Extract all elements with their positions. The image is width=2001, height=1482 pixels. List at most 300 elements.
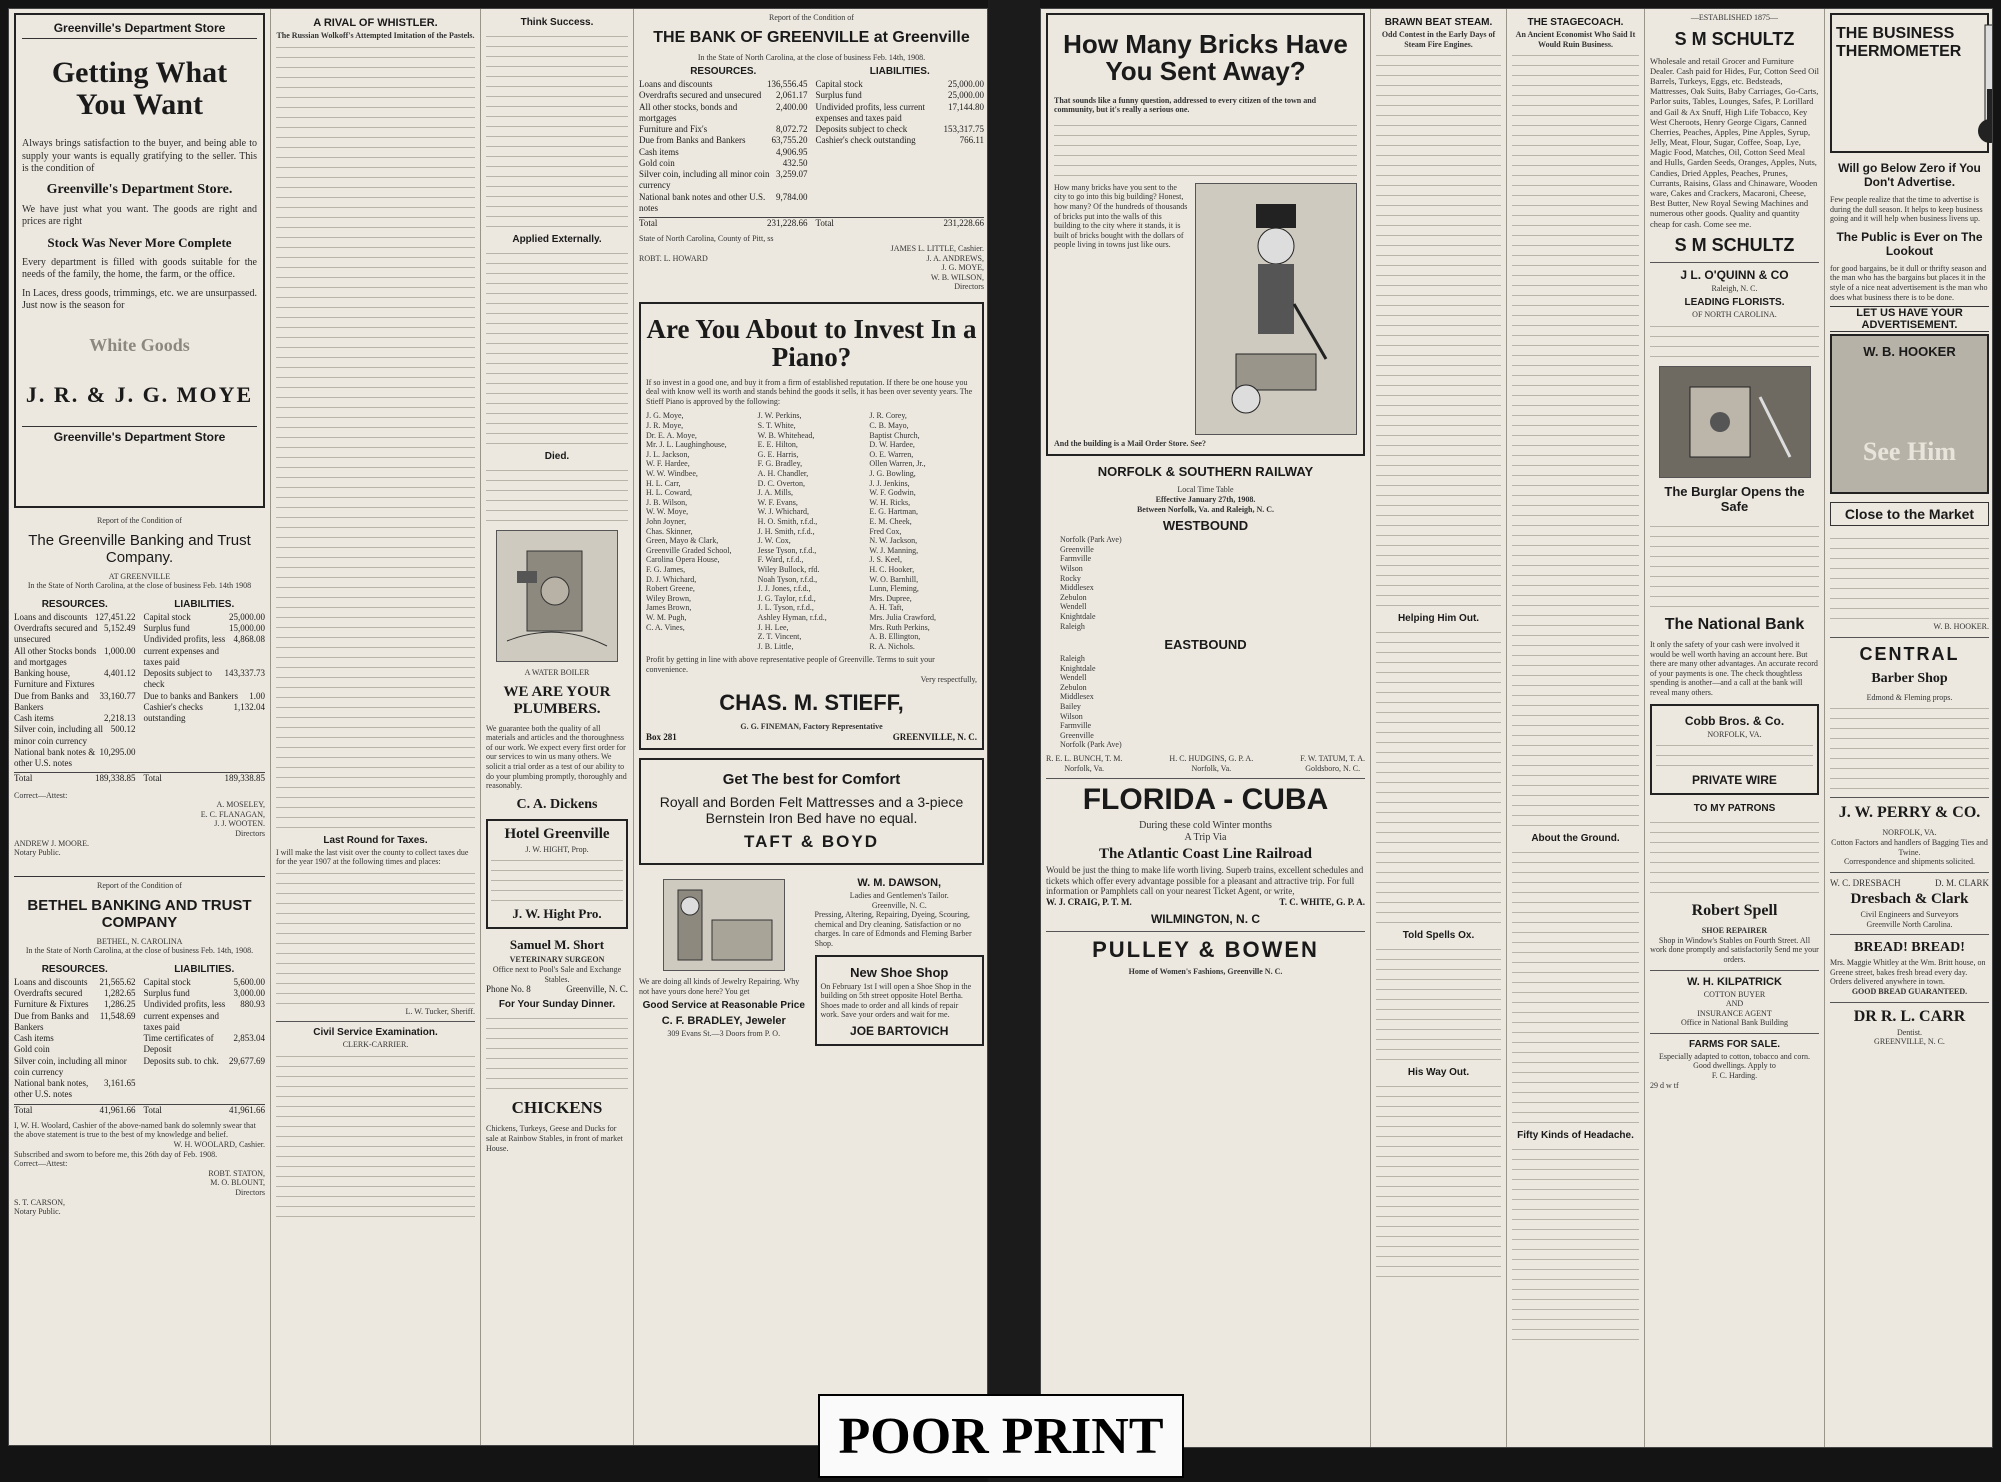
tailor-city: Greenville, N. C.: [871, 900, 927, 910]
ledger-item: Due from Banks and Bankers: [14, 690, 89, 712]
tax-notice: I will make the last visit over the county to collect taxes due for the year 1907 at the following times and places:: [276, 847, 469, 867]
illegible-story-text: [276, 41, 475, 831]
dresbach-partner-2: D. M. CLARK: [1934, 877, 1989, 888]
illegible-text: [1656, 739, 1813, 769]
list-item: W. M. Pugh,: [646, 612, 687, 622]
carr-name: DR R. L. CARR: [1853, 1007, 1966, 1025]
ledger-item: Cashier's checks outstanding: [143, 701, 203, 724]
ledger-amount: 25,000.00: [948, 90, 984, 101]
ledger-item: Deposits subject to check: [143, 668, 212, 690]
list-item: Knightdale: [1060, 663, 1096, 673]
list-item: Greenville: [1060, 730, 1094, 740]
list-item: J. L. Jackson,: [646, 449, 690, 459]
ledger-row: [816, 90, 985, 101]
list-item: Robert Greene,: [646, 584, 695, 594]
westbound-station-list: [1046, 535, 1365, 631]
illegible-text: [1830, 702, 1989, 792]
illegible-text: [1650, 816, 1819, 896]
ledger-amount: 8,072.72: [776, 124, 808, 135]
railway-subtitle: Local Time Table: [1177, 485, 1234, 495]
ledger-row: [14, 999, 136, 1010]
list-item: Dr. E. A. Moye,: [646, 430, 697, 440]
list-item: W. J. Whichard,: [757, 507, 809, 517]
chickens-headline: CHICKENS: [511, 1098, 603, 1118]
moye-department-store-ad: [14, 13, 265, 508]
public-body: for good bargains, be it dull or thrifty season and the man who has the bargains but places it in the style of a nice neat advertisement is the man who does what business there is to be done.: [1830, 263, 1988, 302]
subscribed-line: Subscribed and sworn to before me, this 26th day of Feb. 1908.: [14, 1149, 218, 1159]
ledger-amount: 63,755.20: [771, 135, 808, 146]
list-item: Ollen Warren, Jr.,: [869, 459, 926, 469]
bricks-ad: [1046, 13, 1365, 456]
list-item: Norfolk (Park Ave): [1060, 535, 1122, 545]
bricks-body-2: How many bricks have you sent to the city to go into this big building? Honest, how many? Of the hundreds of thousands of bricks put into the walls of this building to the city where it stands, it is built of bricks bought with the dollars of people living in towns just like ours.: [1054, 182, 1188, 250]
resources-list: [14, 595, 136, 770]
list-item: J. G. MOYE,: [941, 263, 984, 273]
market-headline: Close to the Market: [1830, 502, 1989, 526]
burglar-safe-illustration: [1659, 366, 1811, 478]
shoe-headline: New Shoe Shop: [850, 964, 949, 980]
list-item: M. O. BLOUNT,: [210, 1178, 265, 1188]
ledger-amount: 2,218.13: [104, 713, 136, 724]
report-location: AT GREENVILLE: [108, 571, 171, 581]
quinn-title: LEADING FLORISTS.: [1684, 297, 1785, 309]
right-column-4: [1645, 9, 1825, 1447]
florida-cuba-ad: [1046, 784, 1365, 926]
quinn-city: Raleigh, N. C.: [1711, 283, 1758, 293]
list-item: D. C. Overton,: [757, 478, 805, 488]
list-item: Knightdale: [1060, 611, 1096, 621]
ledger-row: [816, 124, 985, 135]
ledger-amount: 10,295.00: [99, 746, 136, 757]
ledger-amount: 4,906.95: [776, 146, 808, 157]
burglar-headline: The Burglar Opens the Safe: [1664, 483, 1805, 514]
ledger-row: [14, 623, 136, 646]
hooker-ad: [1830, 334, 1989, 494]
list-item: H. L. Coward,: [646, 488, 692, 498]
story-subtitle: The Russian Wolkoff's Attempted Imitation of the Pastels.: [276, 31, 475, 40]
ledger-item: Furniture and Fix's: [639, 124, 708, 135]
bethel-banking-report: [14, 876, 265, 1217]
farms-title: FARMS FOR SALE.: [1688, 1038, 1781, 1050]
report-state-line: In the State of North Carolina, at the close of business Feb. 14th, 1908.: [25, 946, 254, 956]
list-item: J. R. Moye,: [646, 421, 684, 431]
list-item: A. B. Ellington,: [869, 632, 921, 642]
list-item: Zebulon: [1060, 682, 1087, 692]
list-item: F. Ward, r.f.d.,: [757, 555, 804, 565]
list-item: John Joyner,: [646, 517, 687, 526]
public-headline: The Public is Ever on The Lookout: [1836, 229, 1983, 258]
piano-close-2: Very respectfully,: [920, 674, 977, 684]
total-label: Total: [815, 218, 834, 229]
water-boiler-illustration: [496, 530, 618, 662]
farms-date: 29 d w tf: [1650, 1080, 1679, 1090]
right-column-1: [1041, 9, 1371, 1447]
list-item: W. F. Evans,: [757, 497, 798, 507]
total-label: Total: [14, 773, 33, 784]
bank-kicker: Report of the Condition of: [769, 13, 854, 22]
headache-title: Fifty Kinds of Headache.: [1517, 1130, 1634, 1142]
bread-guarantee: GOOD BREAD GUARANTEED.: [1851, 986, 1968, 996]
ledger-amount: 5,600.00: [233, 976, 265, 987]
list-item: Mr. J. L. Laughinghouse,: [646, 440, 727, 450]
illegible-text: [1512, 49, 1639, 829]
list-item: G. E. Harris,: [757, 449, 799, 459]
illegible-text: [1376, 626, 1501, 926]
chickens-body: Chickens, Turkeys, Geese and Ducks for sale at Rainbow Stables, in front of market House.: [486, 1124, 623, 1153]
report-state-line: In the State of North Carolina, at the close of business Feb. 14th 1908: [27, 581, 252, 591]
ledger-amount: 1,000.00: [104, 645, 136, 656]
total-liabilities: 231,228.66: [943, 218, 984, 229]
railway-officials: [1046, 754, 1365, 773]
list-item: Mrs. Julia Crawford,: [869, 612, 936, 622]
list-item: J. H. Lee,: [757, 622, 789, 632]
list-item: Greenville: [1060, 544, 1094, 554]
list-item: A. MOSELEY,: [216, 800, 265, 810]
illegible-text: [1376, 49, 1501, 609]
notary-title: Notary Public.: [14, 848, 61, 858]
kilpatrick-title-1: COTTON BUYER: [1703, 989, 1766, 999]
list-item: Raleigh: [1060, 654, 1085, 664]
illegible-tax-schedule: [276, 867, 475, 1007]
cashier-oath: I, W. H. Woolard, Cashier of the above-named bank do solemnly swear that the above statement is true to the best of my knowledge and belief.: [14, 1120, 256, 1140]
list-item: J. L. Tyson, r.f.d.,: [757, 603, 814, 613]
list-item: Wilson: [1060, 711, 1083, 721]
total-liabilities: 41,961.66: [229, 1104, 265, 1115]
official-city: Goldsboro, N. C.: [1305, 763, 1361, 773]
total-liabilities: 189,338.85: [224, 773, 265, 784]
list-item: Fred Cox,: [869, 526, 902, 536]
piano-lead: If so invest in a good one, and buy it from a firm of established reputation. If there be one house you deal with know well its worth and stands behind the goods it sells, it has been over seventy years. The Stieff Piano is approved by the following:: [646, 377, 973, 406]
private-wire: PRIVATE WIRE: [1692, 773, 1777, 788]
farms-body: Especially adapted to cotton, tobacco and corn. Good dwellings. Apply to: [1658, 1051, 1811, 1071]
railway-effective: Effective January 27th, 1908.: [1155, 494, 1256, 504]
official-city: Norfolk, Va.: [1191, 763, 1232, 773]
liabilities-heading: LIABILITIES.: [174, 963, 235, 975]
hotel-proprietor: J. W. HIGHT, Prop.: [525, 844, 589, 854]
ledger-row: [639, 169, 808, 192]
list-item: R. A. Nichols.: [869, 641, 915, 651]
stieff-rep: G. G. FINEMAN, Factory Representative: [740, 722, 883, 732]
list-item: Wendell: [1060, 673, 1087, 683]
thermometer-illustration: [1965, 19, 1993, 147]
plumbers-firm: C. A. Dickens: [516, 796, 598, 812]
ledger-item: Cashier's check outstanding: [815, 135, 916, 146]
florida-railroad: The Atlantic Coast Line Railroad: [1098, 845, 1313, 862]
liabilities-list: [144, 960, 266, 1101]
piano-close: Profit by getting in line with above representative people of Greenville. Terms to suit your convenience.: [646, 655, 935, 674]
vet-name: Samuel M. Short: [509, 937, 605, 953]
railway-timetable: [1046, 464, 1365, 773]
list-item: E. C. FLANAGAN,: [200, 809, 265, 819]
railway-official: [1046, 754, 1122, 773]
notary-name: S. T. CARSON,: [14, 1197, 66, 1207]
list-item: F. G. James,: [646, 564, 686, 574]
list-item: James Brown,: [646, 603, 692, 613]
page-gutter: [988, 0, 1040, 1482]
list-item: Wilson: [1060, 563, 1083, 573]
report-bank-name: BETHEL BANKING AND TRUST COMPANY: [27, 896, 252, 931]
illegible-text: [1650, 520, 1819, 610]
ledger-amount: 500.12: [110, 724, 136, 735]
attest-label: Correct—Attest:: [14, 790, 68, 800]
list-item: W. J. Manning,: [869, 545, 919, 555]
ledger-item: Undivided profits, less current expenses and taxes paid: [143, 999, 226, 1032]
liabilities-heading: LIABILITIES.: [174, 598, 235, 610]
bread-headline: BREAD! BREAD!: [1854, 940, 1965, 956]
stieff-city: GREENVILLE, N. C.: [892, 731, 977, 742]
ad-body-3: In Laces, dress goods, trimmings, etc. we are unsurpassed. Just now is the season for: [22, 287, 257, 311]
quinn-name: J L. O'QUINN & CO: [1680, 267, 1789, 282]
shoe-shop-ad: [815, 955, 985, 1046]
ledger-item: Silver coin, including all minor coin currency: [14, 724, 103, 746]
illegible-text: [1512, 846, 1639, 1126]
hotel-signature: J. W. Hight Pro.: [512, 906, 602, 922]
ledger-row: [144, 623, 266, 634]
eastbound-station-list: [1046, 654, 1365, 750]
oath-state: State of North Carolina, County of Pitt, ss: [639, 234, 774, 244]
ledger-item: Surplus fund: [143, 988, 190, 999]
ledger-amount: 1,132.04: [233, 701, 265, 712]
vet-city: Greenville, N. C.: [566, 984, 628, 995]
barber-subtitle: Barber Shop: [1871, 670, 1948, 686]
official-city: Norfolk, Va.: [1064, 763, 1104, 773]
ledger-row: [14, 724, 136, 747]
perry-body: Cotton Factors and handlers of Bagging Ties and Twine.: [1831, 837, 1988, 857]
list-item: E. E. Hilton,: [757, 440, 798, 450]
pulley-bowen-name: PULLEY & BOWEN: [1092, 937, 1319, 963]
ledger-row: [816, 79, 985, 90]
list-item: A. H. Taft,: [869, 603, 904, 613]
spell-title: SHOE REPAIRER: [1701, 926, 1768, 936]
list-item: Bailey: [1060, 702, 1081, 712]
ledger-item: Banking house, Furniture and Fixtures: [14, 668, 95, 690]
resources-heading: RESOURCES.: [41, 598, 108, 610]
ledger-item: Furniture & Fixtures: [14, 999, 89, 1010]
ledger-item: Loans and discounts: [639, 79, 713, 90]
endorser-list: [646, 411, 754, 651]
list-item: W. W. Moye,: [646, 507, 689, 517]
ledger-amount: 4,868.08: [233, 634, 265, 645]
ledger-row: [639, 135, 808, 146]
ledger-amount: 766.11: [959, 135, 984, 146]
ledger-row: [639, 102, 808, 125]
schultz-body: Wholesale and retail Grocer and Furniture Dealer. Cash paid for Hides, Fur, Cotton Seed Oil Barrels, Turkeys, Eggs, etc. Bedsteads, Mattresses, Oak Suits, Baby Carriages, Go-Carts, Parlor suits, Tables, Lounges, Safes, P. Lorillard and Gail & Ax Snuff, High Life Tobacco, Key West Cheroots, Henry George Cigars, Canned Cherries, Peaches, Apples, Pine Apples, Syrup, Jelly, Meat, Flour, Sugar, Coffee, Soap, Lye, Magic Food, Matches, Oil, Cotton Seed Meal and Hulls, Garden Seeds, Oranges, Apples, Nuts, Candies, Dried Apples, Peaches, Prunes, Currants, Raisins, Glass and Chinaware, Wooden ware, Cakes and Crackers, Macaroni, Cheese, Best Butter, New Royal Sewing Machines and numerous other goods. Quality and quantity cheap for cash. Come see me.: [1650, 55, 1819, 229]
ledger-row: [639, 79, 808, 90]
schultz-name: S M SCHULTZ: [1674, 28, 1795, 49]
list-item: Zebulon: [1060, 592, 1087, 602]
kilpatrick-office: Office in National Bank Building: [1681, 1018, 1788, 1028]
jeweler-address: 309 Evans St.—3 Doors from P. O.: [667, 1029, 781, 1039]
eastbound-heading: EASTBOUND: [1164, 637, 1247, 653]
official-name: H. C. HUDGINS, G. P. A.: [1169, 754, 1254, 764]
applied-externally-title: Applied Externally.: [512, 234, 602, 245]
left-column-3: [481, 9, 634, 1445]
florida-city: WILMINGTON, N. C: [1150, 912, 1261, 927]
directors-label: Directors: [954, 282, 984, 292]
national-bank-body: It only the safety of your cash were involved it would be well worth having an account here. But there are many other advantages. An accurate record of your payments is one. The check thoughtless spending is another—and a call at the bank will reveal many others.: [1650, 639, 1818, 697]
ledger-row: [14, 668, 136, 691]
thermometer-body: Few people realize that the time to advertise is during the dull season. It helps to keep business going and it will help when business livens up.: [1830, 195, 1983, 224]
steam-title: BRAWN BEAT STEAM.: [1384, 17, 1493, 28]
ledger-amount: 9,784.00: [776, 191, 808, 202]
list-item: C. A. Vines,: [646, 622, 685, 632]
resources-heading: RESOURCES.: [41, 963, 108, 975]
ledger-row: [14, 691, 136, 714]
barber-headline: CENTRAL: [1859, 643, 1960, 664]
list-item: Middlesex: [1060, 583, 1094, 593]
ledger-item: Silver coin, including all minor coin currency: [14, 1055, 127, 1077]
stagecoach-subtitle: An Ancient Economist Who Said It Would Ruin Business.: [1515, 30, 1636, 49]
perry-city: NORFOLK, VA.: [1882, 828, 1937, 838]
list-item: J. G. Taylor, r.f.d.,: [757, 593, 816, 603]
ledger-row: [144, 977, 266, 988]
ledger-amount: 5,152.49: [104, 623, 136, 634]
story-title: A RIVAL OF WHISTLER.: [313, 17, 438, 29]
attest-label: Correct—Attest:: [14, 1159, 68, 1169]
director-names: [14, 800, 265, 829]
kilpatrick-title-3: INSURANCE AGENT: [1697, 1008, 1772, 1018]
official-name: F. W. TATUM, T. A.: [1300, 754, 1365, 764]
ledger-amount: 143,337.73: [224, 668, 265, 679]
ledger-item: Due from Banks and Bankers: [14, 1010, 89, 1032]
list-item: O. E. Warren,: [869, 449, 914, 459]
shoe-owner: JOE BARTOVICH: [850, 1023, 949, 1038]
ledger-row: [144, 612, 266, 623]
ledger-amount: 11,548.69: [99, 1010, 136, 1021]
list-item: H. O. Smith, r.f.d.,: [757, 517, 818, 526]
tailor-name: W. M. DAWSON,: [857, 876, 942, 889]
cobb-city: NORFOLK, VA.: [1707, 729, 1762, 739]
ledger-amount: 3,161.65: [104, 1078, 136, 1089]
director-names: [14, 1169, 265, 1188]
thermometer-title: THE BUSINESS THERMOMETER: [1836, 25, 1962, 60]
list-item: J. W. Cox,: [757, 536, 791, 546]
ledger-row: [14, 1011, 136, 1034]
florida-agent-1: W. J. CRAIG, P. T. M.: [1046, 897, 1132, 908]
list-item: A. H. Chandler,: [757, 469, 809, 479]
ledger-row: [14, 713, 136, 724]
ledger-amount: 29,677.69: [229, 1055, 265, 1066]
ledger-item: Loans and discounts: [14, 976, 88, 987]
illegible-text: [1376, 943, 1501, 1063]
ledger-row: [144, 702, 266, 725]
list-item: W. W. Windbee,: [646, 469, 698, 479]
ledger-item: Cash items: [14, 1033, 54, 1044]
ledger-amount: 127,451.22: [95, 611, 136, 622]
jeweler-section: [639, 873, 809, 1054]
list-item: E. M. Cheek,: [869, 517, 912, 526]
boiler-caption: A WATER BOILER: [524, 668, 590, 677]
national-bank-name: The National Bank: [1664, 615, 1805, 633]
list-item: J. S. Keel,: [869, 555, 903, 565]
ledger-row: [144, 1033, 266, 1056]
notary-title: Notary Public.: [14, 1207, 61, 1217]
left-newspaper-page: [8, 8, 988, 1446]
plumbers-headline: WE ARE YOUR PLUMBERS.: [503, 683, 611, 717]
list-item: Greenville Graded School,: [646, 545, 732, 555]
spell-title: Told Spells Ox.: [1402, 930, 1475, 942]
greenville-banking-report: [14, 516, 265, 876]
right-column-2: [1371, 9, 1507, 1447]
patrons-title: TO MY PATRONS: [1693, 803, 1776, 815]
ad-firm-name: J. R. & J. G. MOYE: [25, 381, 254, 407]
ledger-amount: 432.50: [782, 157, 808, 168]
list-item: J. G. Bowling,: [869, 469, 916, 479]
ledger-row: [144, 668, 266, 691]
list-item: Carolina Opera House,: [646, 555, 720, 565]
hooker-name: W. B. HOOKER: [1863, 344, 1956, 360]
business-thermometer-ad: [1830, 13, 1989, 153]
think-success-title: Think Success.: [520, 17, 594, 28]
list-item: W. O. Barnhill,: [869, 574, 919, 584]
stieff-name: CHAS. M. STIEFF,: [719, 690, 904, 716]
pulley-bowen-tagline: Home of Women's Fashions, Greenville N. C.: [1128, 967, 1283, 977]
spell-body: Shop in Window's Stables on Fourth Street. All work done promptly and satisfactorily Send me your orders.: [1650, 935, 1819, 964]
florida-body: Would be just the thing to make life worth living. Superb trains, excellent schedules and tickets which offer every advantage possible for a pleasant and attractive trip. For full information or Pamphlets call on your nearest Ticket Agent, or write,: [1046, 864, 1364, 897]
florida-subline: During these cold Winter months: [1139, 819, 1272, 831]
illegible-text: [1512, 1143, 1639, 1343]
liabilities-list: [144, 595, 266, 770]
ledger-item: Surplus fund: [815, 90, 862, 101]
report-kicker: Report of the Condition of: [97, 516, 182, 525]
ledger-amount: 15,000.00: [229, 623, 265, 634]
ad-body: We have just what you want. The goods are right and prices are right: [22, 203, 257, 227]
cashier-name: JAMES L. LITTLE, Cashier.: [890, 244, 984, 254]
right-column-5: [1825, 9, 1993, 1447]
list-item: Mrs. Dupree,: [869, 593, 912, 603]
dresbach-city: Greenville North Carolina.: [1866, 919, 1953, 929]
quinn-subtitle: OF NORTH CAROLINA.: [1692, 310, 1777, 320]
ledger-row: [816, 102, 985, 125]
sunday-dinner-title: For Your Sunday Dinner.: [498, 999, 616, 1011]
florida-headline: FLORIDA - CUBA: [1082, 783, 1329, 817]
left-column-1: [9, 9, 271, 1445]
resources-list: [639, 62, 808, 214]
dresbach-partner-1: W. C. DRESBACH: [1830, 877, 1901, 888]
ledger-row: [639, 90, 808, 101]
ledger-item: Cash items: [639, 146, 679, 157]
ledger-item: Gold coin: [639, 157, 675, 168]
left-column-4: [634, 9, 988, 1445]
dresbach-title: Civil Engineers and Surveyors: [1860, 909, 1959, 919]
way-out-title: His Way Out.: [1407, 1067, 1470, 1079]
died-title: Died.: [544, 451, 570, 462]
tax-signature: L. W. Tucker, Sheriff.: [405, 1006, 475, 1016]
list-item: Wendell: [1060, 602, 1087, 612]
list-item: W. B. Whitehead,: [757, 430, 815, 440]
tailor-and-shoe-section: [815, 873, 985, 1054]
kilpatrick-title-2: AND: [1725, 999, 1744, 1009]
report-location: BETHEL, N. CAROLINA: [96, 936, 183, 946]
ledger-row: [144, 988, 266, 999]
ledger-amount: 21,565.62: [99, 976, 136, 987]
civil-service-title: Civil Service Examination.: [313, 1027, 438, 1039]
ledger-amount: 2,400.00: [776, 101, 808, 112]
list-item: Mrs. Ruth Perkins,: [869, 622, 930, 632]
ledger-amount: 153,317.75: [943, 124, 984, 135]
total-resources: 189,338.85: [95, 773, 136, 784]
ledger-amount: 25,000.00: [229, 611, 265, 622]
steam-subtitle: Odd Contest in the Early Days of Steam Fire Engines.: [1381, 30, 1496, 49]
ledger-amount: 2,061.17: [776, 90, 808, 101]
ledger-row: [14, 1078, 136, 1101]
total-resources: 41,961.66: [99, 1104, 136, 1115]
report-bank-name: The Greenville Banking and Trust Company.: [28, 531, 251, 566]
vet-address: Office next to Pool's Sale and Exchange Stables.: [492, 964, 622, 984]
ledger-amount: 3,000.00: [233, 988, 265, 999]
illegible-text: [1054, 119, 1357, 179]
jewelry-body: We are doing all kinds of Jewelry Repairing. Why not have yours done here? You get: [639, 976, 800, 996]
